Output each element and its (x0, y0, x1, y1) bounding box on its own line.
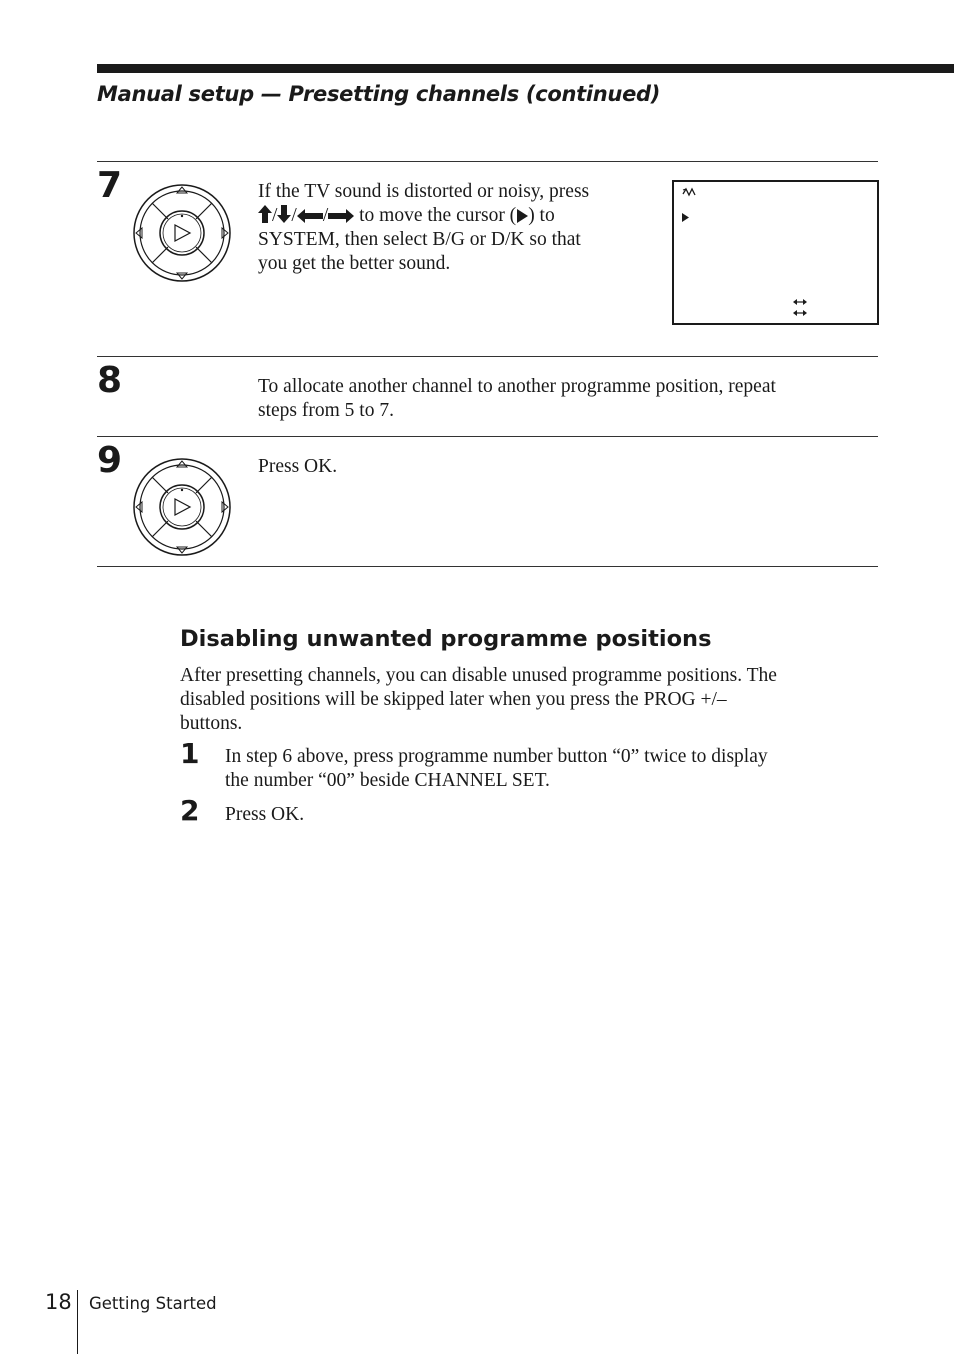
step-7-text: If the TV sound is distorted or noisy, press / / / to move the cursor ( ) to SYSTEM, then select B/G or D/K so that you get the better sound. (258, 180, 658, 276)
step-number-9: 9 (97, 440, 123, 481)
step-number-8: 8 (97, 360, 123, 401)
page-number: 18 (45, 1290, 72, 1314)
down-arrow-icon (277, 205, 291, 223)
section-heading: Disabling unwanted programme positions (180, 626, 712, 652)
antenna-icon (682, 187, 698, 197)
step-divider (97, 356, 878, 357)
step-8-line-1: To allocate another channel to another programme position, repeat (258, 376, 776, 397)
substep-1-text (225, 745, 885, 793)
step-number-7: 7 (97, 165, 123, 206)
step-divider (97, 566, 878, 567)
page-title: Manual setup — Presetting channels (continued) (97, 82, 661, 106)
substep-number-1: 1 (180, 737, 200, 770)
step-divider (97, 436, 878, 437)
select-arrows-icon (792, 299, 808, 317)
step-7-line-4: you get the better sound. (258, 253, 451, 274)
step-9-text: Press OK. (258, 456, 338, 477)
header-bar (97, 64, 954, 73)
step-7-line-1: If the TV sound is distorted or noisy, press (258, 181, 590, 202)
dpad-remote-icon (132, 183, 232, 283)
section-intro-line-2: disabled positions will be skipped later when you press the PROG +/– (180, 689, 727, 710)
cursor-triangle-icon (516, 209, 528, 223)
substep-1-line-2: the number “00” beside CHANNEL SET. (225, 770, 550, 791)
section-intro (180, 664, 880, 736)
right-arrow-icon (328, 209, 354, 223)
substep-2-text: Press OK. (225, 804, 305, 825)
step-8-line-2: steps from 5 to 7. (258, 400, 394, 421)
substep-number-2: 2 (180, 794, 200, 827)
section-intro-line-1: After presetting channels, you can disable unused programme positions. The (180, 665, 777, 686)
step-8-text (258, 375, 878, 423)
dpad-remote-icon (132, 457, 232, 557)
step-7-line-2b: ) to (528, 205, 555, 226)
step-7-line-2a: to move the cursor ( (359, 205, 517, 226)
step-divider (97, 161, 878, 162)
substep-1-line-1: In step 6 above, press programme number button “0” twice to display (225, 746, 768, 767)
cursor-triangle-icon (682, 213, 689, 222)
footer-divider (77, 1290, 78, 1354)
up-arrow-icon (258, 205, 272, 223)
section-intro-line-3: buttons. (180, 713, 243, 734)
tv-screen-display (672, 180, 879, 325)
footer-section-name: Getting Started (89, 1294, 217, 1313)
left-arrow-icon (297, 209, 323, 223)
step-7-line-3: SYSTEM, then select B/G or D/K so that (258, 229, 581, 250)
